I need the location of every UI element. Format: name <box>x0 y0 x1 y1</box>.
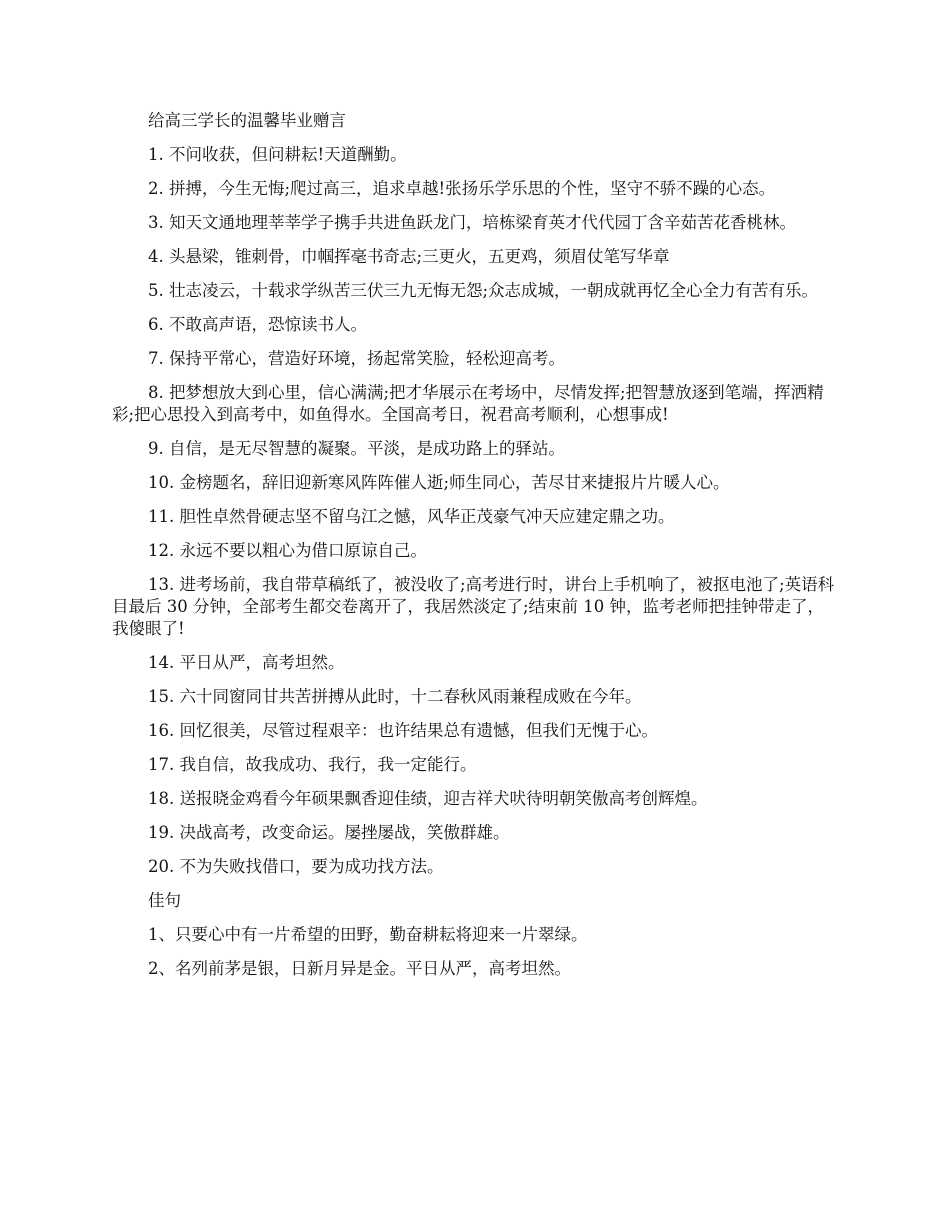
paragraph-10: 10. 金榜题名，辞旧迎新寒风阵阵催人逝;师生同心，苦尽甘来捷报片片暖人心。 <box>148 473 730 492</box>
paragraph-13: 13. 进考场前，我自带草稿纸了，被没收了;高考进行时，讲台上手机响了，被抠电池了;英语科目最后 30 分钟，全部考生都交卷离开了，我居然淡定了;结束前 10 钟，监考老师把挂钟带走了，我傻眼了! <box>112 575 835 638</box>
paragraph-15: 15. 六十同窗同甘共苦拼搏从此时，十二春秋风雨兼程成败在今年。 <box>148 687 642 706</box>
paragraph-14: 14. 平日从严，高考坦然。 <box>148 653 345 672</box>
paragraph-8: 8. 把梦想放大到心里，信心满满;把才华展示在考场中，尽情发挥;把智慧放逐到笔端，挥洒精彩;把心思投入到高考中，如鱼得水。全国高考日，祝君高考顺利，心想事成! <box>112 383 824 424</box>
document-body <box>112 110 840 992</box>
paragraph-12: 12. 永远不要以粗心为借口原谅自己。 <box>148 541 427 560</box>
paragraph-20: 20. 不为失败找借口，要为成功找方法。 <box>148 857 444 876</box>
paragraph-9: 9. 自信，是无尽智慧的凝聚。平淡，是成功路上的驿站。 <box>148 439 565 458</box>
paragraph-1: 1. 不问收获，但问耕耘!天道酬勤。 <box>148 145 407 164</box>
paragraph-3: 3. 知天文通地理莘莘学子携手共进鱼跃龙门，培栋梁育英才代代园丁含辛茹苦花香桃林。 <box>148 213 796 232</box>
paragraph-19: 19. 决战高考，改变命运。屡挫屡战，笑傲群雄。 <box>148 823 510 842</box>
paragraph-11: 11. 胆性卓然骨硬志坚不留乌江之憾，风华正茂豪气冲天应建定鼎之功。 <box>148 507 675 526</box>
paragraph-6: 6. 不敢高声语，恐惊读书人。 <box>148 315 367 334</box>
paragraph-17: 17. 我自信，故我成功、我行，我一定能行。 <box>148 755 477 774</box>
paragraph-2: 2. 拼搏，今生无悔;爬过高三，追求卓越!张扬乐学乐思的个性，坚守不骄不躁的心态。 <box>148 179 776 198</box>
paragraph-16: 16. 回忆很美，尽管过程艰辛：也许结果总有遗憾，但我们无愧于心。 <box>148 721 658 740</box>
section-heading-quotes: 佳句 <box>148 891 181 910</box>
quote-1: 1、只要心中有一片希望的田野，勤奋耕耘将迎来一片翠绿。 <box>148 925 588 944</box>
quote-2: 2、名列前茅是银，日新月异是金。平日从严，高考坦然。 <box>148 959 571 978</box>
paragraph-7: 7. 保持平常心，营造好环境，扬起常笑脸，轻松迎高考。 <box>148 349 565 368</box>
document-title: 给高三学长的温馨毕业赠言 <box>148 111 346 130</box>
paragraph-4: 4. 头悬梁，锥刺骨，巾帼挥毫书奇志;三更火，五更鸡，须眉仗笔写华章 <box>148 247 670 266</box>
paragraph-5: 5. 壮志凌云，十载求学纵苦三伏三九无悔无怨;众志成城，一朝成就再忆全心全力有苦有乐。 <box>148 281 819 300</box>
paragraph-18: 18. 送报晓金鸡看今年硕果飘香迎佳绩，迎吉祥犬吠待明朝笑傲高考创辉煌。 <box>148 789 708 808</box>
